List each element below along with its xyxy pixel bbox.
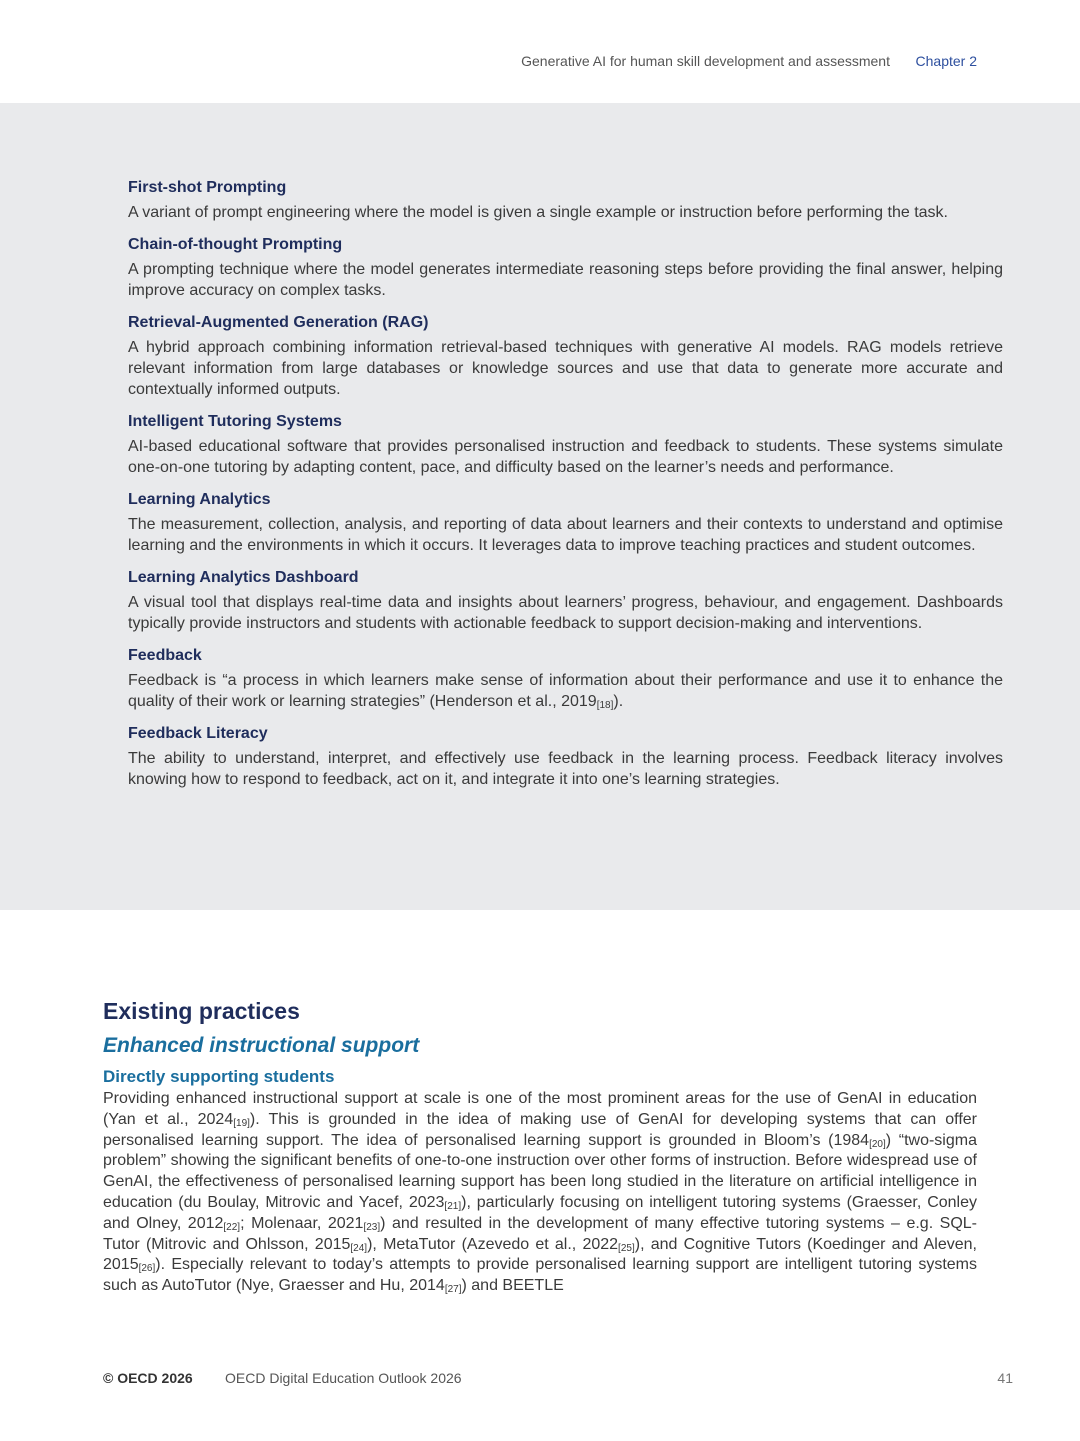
paragraph-text: ). Especially relevant to today’s attempts to provide personalised learning support are intelligent tutoring systems such as AutoTutor (Nye, Graesser and Hu, 2014 — [103, 1256, 977, 1295]
glossary-term: First-shot Prompting — [128, 179, 287, 196]
glossary-entry — [128, 567, 1003, 634]
paragraph-text: ; Molenaar, 2021 — [240, 1214, 364, 1232]
citation-ref[interactable]: [18] — [596, 700, 614, 711]
glossary-term: Feedback — [128, 647, 202, 664]
paragraph-text: ), MetaTutor (Azevedo et al., 2022 — [367, 1235, 619, 1253]
glossary-term: Chain-of-thought Prompting — [128, 236, 343, 253]
body-paragraph — [103, 1089, 977, 1297]
paragraph-text: ) and resulted in the development of many effective tutoring systems – e.g. SQL-Tutor (Mitrovic and Ohlsson, 2015 — [103, 1214, 978, 1253]
citation-ref[interactable]: [27] — [444, 1284, 462, 1296]
glossary-term: Learning Analytics Dashboard — [128, 569, 359, 586]
citation-ref[interactable]: [20] — [869, 1138, 886, 1150]
citation-ref[interactable]: [26] — [138, 1263, 156, 1275]
definition-text: ). — [613, 693, 624, 710]
paragraph-text: ), particularly focusing on intelligent tutoring systems (Graesser, Conley and Olney, 2012 — [103, 1193, 978, 1232]
glossary-term: Learning Analytics — [128, 491, 271, 508]
page-header — [0, 0, 1080, 103]
main-section — [103, 995, 977, 1297]
glossary-entry — [128, 177, 1003, 223]
definition-text: Feedback is “a process in which learners make sense of information about their performance and use it to enhance the quality of their work or learning strategies” (Henderson et al., 2019 — [128, 672, 1003, 710]
publication-title: OECD Digital Education Outlook 2026 — [225, 1370, 462, 1386]
glossary-term: Retrieval-Augmented Generation (RAG) — [128, 314, 429, 331]
running-title: Generative AI for human skill development and assessment — [521, 53, 890, 69]
citation-ref[interactable]: [24] — [350, 1242, 368, 1254]
paragraph-text: Providing enhanced instructional support at scale is one of the most prominent areas for the use of GenAI in education (Yan et al., 2024 — [103, 1090, 977, 1128]
paragraph-text: ), and Cognitive Tutors (Koedinger and Aleven, 2015 — [103, 1235, 977, 1274]
citation-ref[interactable]: [25] — [618, 1242, 635, 1254]
copyright: © OECD 2026 — [103, 1370, 193, 1386]
sub-subsection-heading: Directly supporting students — [103, 1067, 335, 1086]
glossary-entry — [128, 489, 1003, 556]
paragraph-text: ) “two-sigma problem” showing the significant benefits of one-to-one instruction over other forms of instruction. Before widespread use of GenAI, the effectiveness of personalised learning support has been long studied in the literature on artificial intelligence in education (du Boulay, Mitrovic and Yacef, 2023 — [103, 1131, 977, 1211]
citation-ref[interactable]: [22] — [223, 1221, 241, 1233]
glossary-definition: A visual tool that displays real-time data and insights about learners’ progress, behaviour, and engagement. Dashboards typically provide instructors and students with actionable feedback to support decision-making and interventions. — [128, 594, 1003, 632]
glossary-entry — [128, 312, 1003, 400]
glossary-definition: A hybrid approach combining information retrieval-based techniques with generative AI models. RAG models retrieve relevant information from large databases or knowledge sources and use that data to generate more accurate and contextually informed outputs. — [128, 339, 1003, 398]
glossary-entry — [128, 645, 1003, 712]
paragraph-text: ) and BEETLE — [461, 1277, 564, 1295]
glossary-entry — [128, 411, 1003, 478]
glossary-definition: AI-based educational software that provides personalised instruction and feedback to students. These systems simulate one-on-one tutoring by adapting content, pace, and difficulty based on the learner’s needs and performance. — [128, 438, 1003, 476]
glossary-entry — [128, 723, 1003, 790]
glossary-definition — [128, 670, 1003, 712]
glossary-definition: A variant of prompt engineering where the model is given a single example or instruction before performing the task. — [128, 204, 948, 221]
subsection-heading: Enhanced instructional support — [103, 1034, 420, 1057]
citation-ref[interactable]: [19] — [233, 1117, 250, 1129]
chapter-label: Chapter 2 — [915, 53, 977, 69]
section-heading: Existing practices — [103, 998, 300, 1024]
citation-ref[interactable]: [21] — [444, 1200, 462, 1212]
citation-ref[interactable]: [23] — [363, 1221, 381, 1233]
glossary-definition: The ability to understand, interpret, and effectively use feedback in the learning process. Feedback literacy involves knowing how to respond to feedback, act on it, and integrate it into one’s learning strategies. — [128, 750, 1003, 788]
glossary-box — [0, 103, 1080, 910]
glossary-entry — [128, 234, 1003, 301]
glossary-term: Feedback Literacy — [128, 725, 268, 742]
glossary-definition: A prompting technique where the model generates intermediate reasoning steps before providing the final answer, helping improve accuracy on complex tasks. — [128, 261, 1003, 299]
paragraph-text: ). This is grounded in the idea of making use of GenAI for developing systems that can offer personalised learning support. The idea of personalised learning support is grounded in Bloom’s (1984 — [103, 1110, 977, 1149]
glossary-term: Intelligent Tutoring Systems — [128, 413, 342, 430]
glossary-definition: The measurement, collection, analysis, and reporting of data about learners and their contexts to understand and optimise learning and the environments in which it occurs. It leverages data to improve teaching practices and student outcomes. — [128, 516, 1003, 554]
page-number: 41 — [997, 1370, 1013, 1386]
